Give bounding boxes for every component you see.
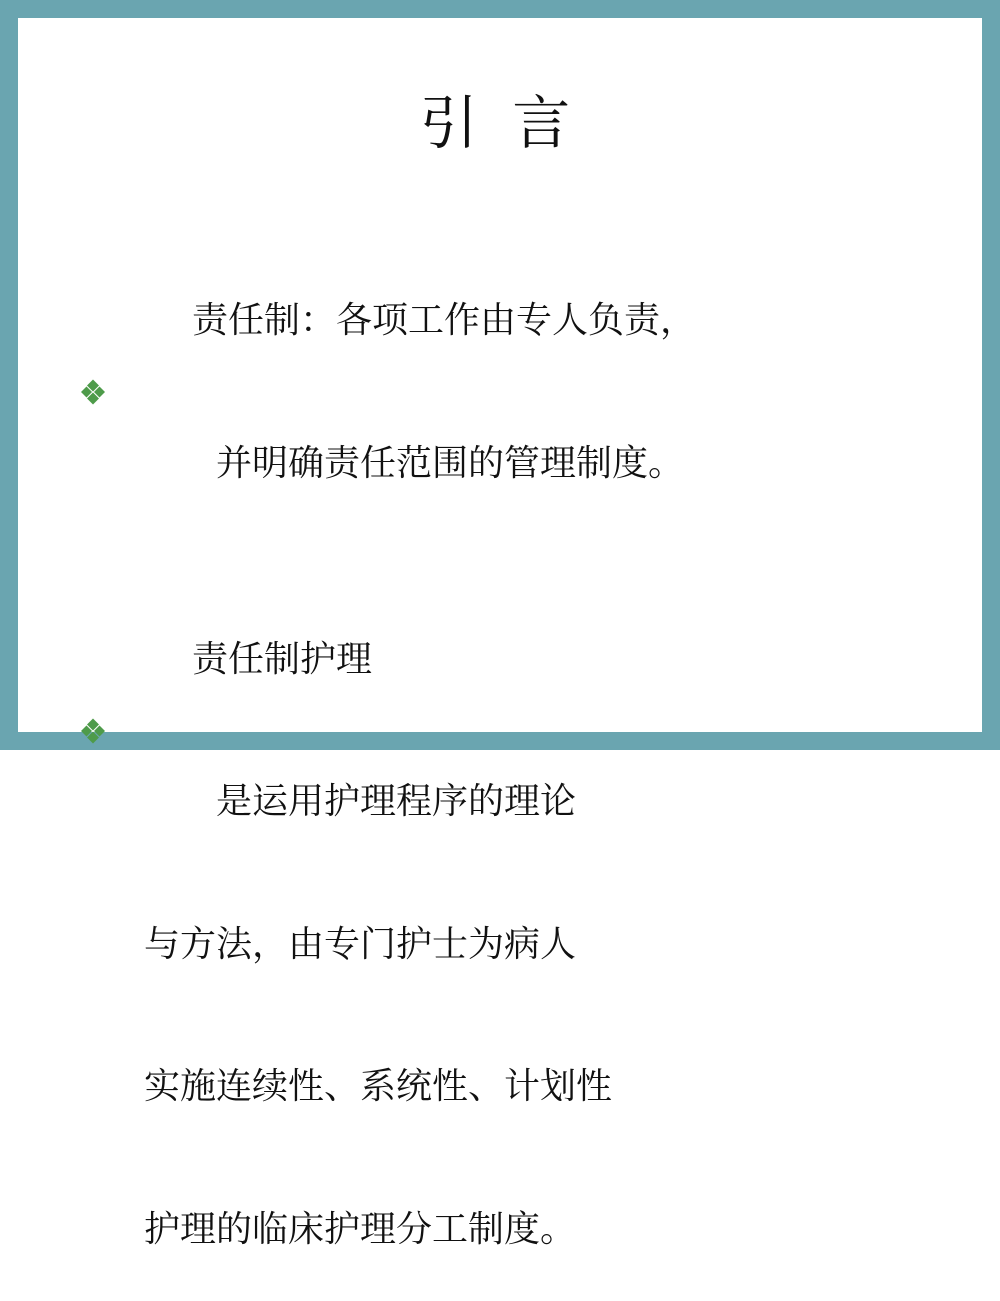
diamond-bullet-icon bbox=[80, 284, 106, 310]
body-line bbox=[72, 1016, 940, 1159]
page-title: 引 言 bbox=[419, 91, 581, 156]
body-line bbox=[72, 1158, 940, 1301]
body-line-text: 实施连续性、系统性、计划性 bbox=[144, 1066, 613, 1107]
list-item-text: 责任制护理 bbox=[192, 638, 373, 679]
list-item bbox=[72, 541, 940, 731]
list-item bbox=[72, 202, 940, 392]
body-line-text: 与方法，由专门护士为病人 bbox=[144, 923, 577, 964]
body-line bbox=[72, 731, 940, 874]
body-line-text: 并明确责任范围的管理制度。 bbox=[216, 442, 685, 483]
diamond-bullet-icon bbox=[80, 623, 106, 649]
body-line bbox=[72, 392, 940, 535]
body-line-text: 护理的临床护理分工制度。 bbox=[144, 1208, 577, 1249]
list-item-text: 责任制：各项工作由专人负责， bbox=[192, 300, 697, 341]
body-line-text: 是运用护理程序的理论 bbox=[216, 781, 577, 822]
slide-content-area bbox=[18, 18, 982, 1249]
body-line bbox=[72, 873, 940, 1016]
slide-body bbox=[72, 202, 940, 1301]
